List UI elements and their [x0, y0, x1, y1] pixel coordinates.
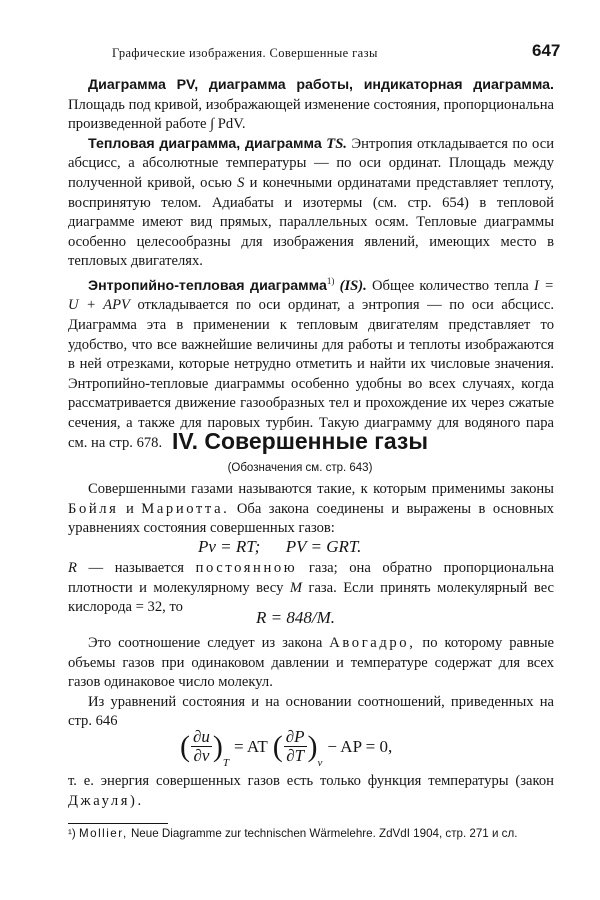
diagrams-section — [68, 76, 554, 453]
ts-diagram-text-a: Энтропия откладывается по оси абсцисс, а абсолютные температуры — по оси ординат. Площадь между полученной кривой, осью — [68, 135, 555, 191]
name-boyle: Бойля — [68, 500, 119, 517]
subscript-t: T — [222, 757, 230, 769]
symbol-s: S — [237, 174, 245, 191]
fraction-du-dv — [191, 728, 212, 765]
is-diagram-heading: Энтропийно-тепловая диаграмма — [88, 277, 327, 294]
equals-at: = AT — [234, 736, 268, 756]
symbol-r: R — [68, 560, 77, 576]
paragraph-laws — [68, 480, 554, 539]
name-joule: Джауля). — [68, 792, 144, 809]
equation-of-state: Pv = RT; PV = GRT. — [198, 537, 362, 556]
paragraph-is-diagram — [68, 272, 554, 453]
pv-diagram-text: Площадь под кривой, изображающей изменение состояния, пропорциональна произведенной работе ∫ PdV. — [68, 96, 554, 133]
equation-tail: − AP = 0, — [327, 736, 393, 756]
gas-constant-text-a: — называется — [88, 560, 184, 576]
section-title: IV. Совершенные газы — [171, 428, 429, 454]
is-symbol: (IS). — [339, 277, 367, 294]
name-mariotte: Мариотта. — [141, 500, 230, 517]
footnote-mark: ¹) — [68, 827, 76, 840]
fraction-denominator: ∂v — [193, 746, 210, 765]
is-diagram-text-a: Общее количество тепла — [372, 277, 529, 294]
avogadro-block — [68, 634, 554, 732]
word-constant: постоянною — [195, 560, 298, 576]
laws-text-a: Совершенными газами называются такие, к которым применимы законы — [88, 481, 554, 497]
footnote-author: Mollier, — [78, 827, 128, 840]
footnote-rule — [68, 823, 168, 824]
gas-constant-text-b: газа; она обратно пропорциональна плотности и молекулярному весу — [68, 560, 555, 596]
paren-open-2: ( — [272, 729, 283, 763]
ts-diagram-text-b: и конечными ординатами представляет теплоту, воспринятую телом. Адиабаты и изотермы (см. стр. 654) в тепловой диаграмме имеют вид прямых, параллельных осям. Тепловые диаграммы особенно целесообразны для изображения явлений, имеющих место в тепловых двигателях. — [68, 174, 554, 270]
fraction-dp-dt — [284, 728, 307, 765]
is-diagram-text-b: откладывается по оси ординат, а энтропия — по оси абсцисс. Диаграмма эта в применении к тепловым двигателям представляет то удобство, что все важнейшие величины для работы и теплоты изображаются в ней отрезками, которые нетрудно отметить и найти их числовые значения. Энтропийно-тепловые диаграммы особенно удобны во всех случаях, когда рассматривается движение газообразных тел и прохождение их через сжатые сечения, а также для паровых турбин. Такую диаграмму для водяного пара см. на стр. 678. — [68, 297, 554, 451]
gas-constant-text-c: газа. Если принять молекулярный вес кислорода = 32, то — [68, 579, 555, 616]
paren-close-1: ) — [212, 729, 223, 763]
laws-text-b: Оба закона соединены и выражены в основных уравнениях состояния совершенных газов: — [68, 500, 554, 537]
running-head: Графические изображения. Совершенные газы — [112, 46, 378, 60]
paragraph-avogadro — [68, 634, 554, 693]
laws-and: и — [125, 500, 134, 517]
pv-diagram-heading: Диаграмма PV, диаграмма работы, индикаторная диаграмма. — [88, 77, 554, 93]
paragraph-pv-diagram — [68, 76, 554, 135]
section-subtitle: (Обозначения см. стр. 643) — [227, 462, 373, 474]
joule-block — [68, 772, 554, 811]
energy-equation — [180, 727, 397, 769]
perfect-gas-intro — [68, 480, 554, 539]
subscript-v: v — [317, 757, 323, 769]
paren-open-1: ( — [180, 729, 190, 763]
symbol-m: M — [289, 579, 302, 596]
avogadro-text-b: по которому равные объемы газов при одинаковом давлении и температуре содержат для всех газов одинаковое число молекул. — [68, 635, 554, 691]
ts-symbol: TS. — [326, 135, 347, 152]
paragraph-joule — [68, 772, 554, 811]
ts-diagram-heading: Тепловая диаграмма, диаграмма — [88, 135, 322, 152]
joule-text: т. е. энергия совершенных газов есть только функция температуры (закон — [68, 773, 554, 789]
paren-close-2: ) — [307, 729, 318, 763]
paragraph-ts-diagram — [68, 135, 554, 272]
avogadro-text-a: Это соотношение следует из закона — [88, 635, 323, 651]
enthalpy-formula: I = U + APV — [68, 277, 554, 314]
page-number: 647 — [532, 41, 561, 60]
footnote-text: Neue Diagramme zur technischen Wärmelehre. ZdVdI 1904, стр. 271 и сл. — [130, 827, 518, 840]
footnote — [68, 826, 558, 841]
derivation-text: Из уравнений состояния и на основании соотношений, приведенных на стр. 646 — [68, 693, 554, 730]
fraction-numerator: ∂u — [193, 727, 210, 746]
name-avogadro: Авогадро, — [329, 635, 416, 651]
paragraph-derivation — [68, 693, 554, 732]
fraction-denominator: ∂T — [286, 746, 305, 765]
footnote-ref: 1) — [326, 275, 335, 286]
fraction-numerator: ∂P — [285, 727, 305, 746]
gas-constant-equation: R = 848/M. — [256, 608, 335, 627]
